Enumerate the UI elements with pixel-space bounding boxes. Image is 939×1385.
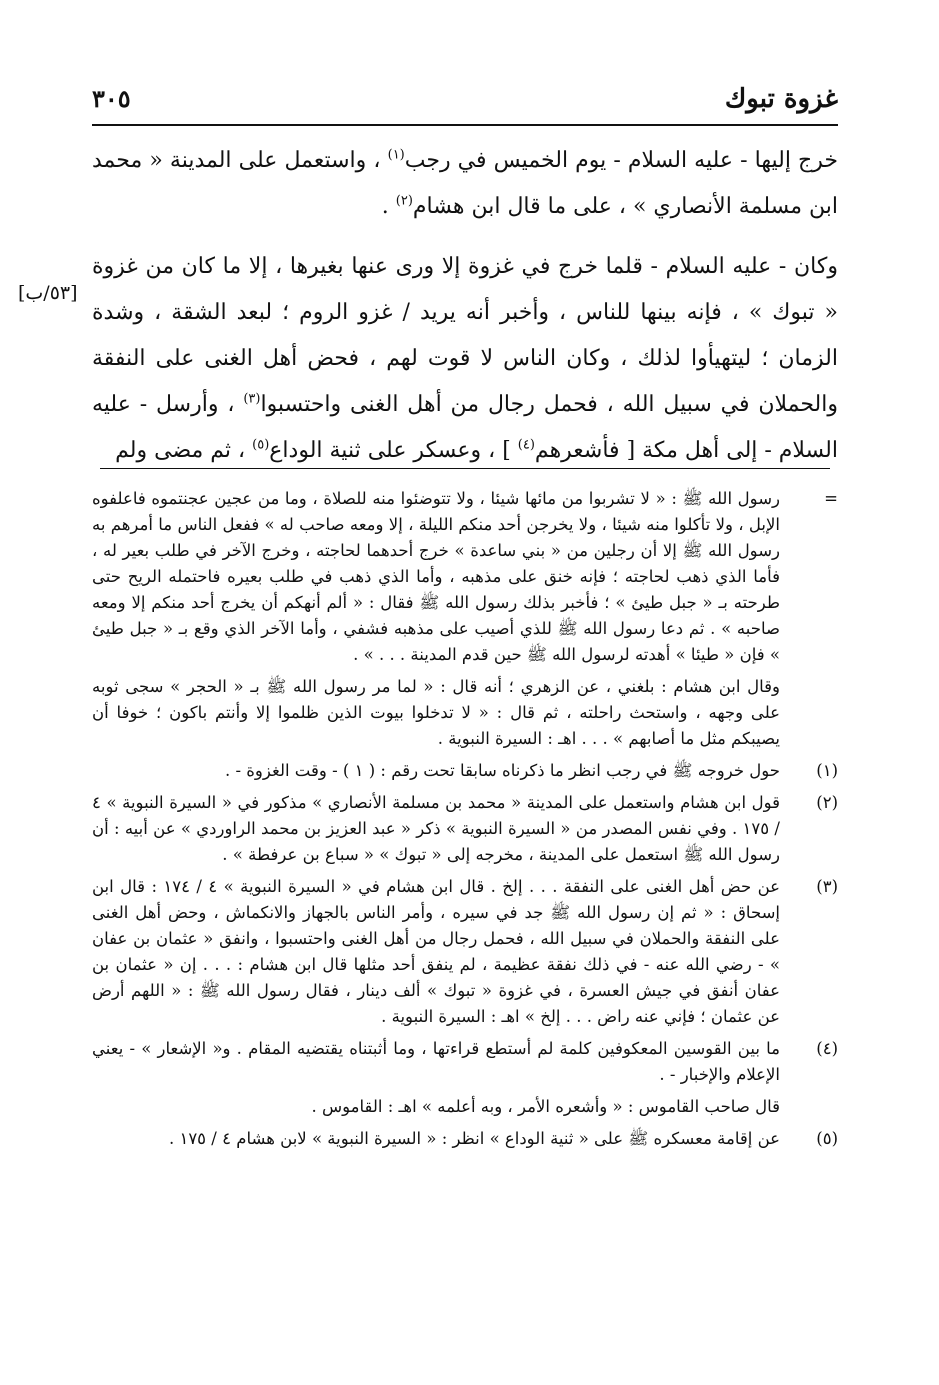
footnote-5 xyxy=(92,1126,838,1152)
footnote-text: ما بين القوسين المعكوفين كلمة لم أستطع قراءتها ، وما أثبتناه يقتضيه المقام . و« الإشعار » - يعني الإعلام والإخبار - . xyxy=(92,1039,780,1084)
header-rule xyxy=(92,124,838,126)
footnote-ref[interactable]: (٣) xyxy=(243,391,261,407)
footnote-ref[interactable]: (٥) xyxy=(252,437,270,453)
footnote-text: رسول الله ﷺ : « لا تشربوا من مائها شيئا ، ولا تتوضئوا منه للصلاة ، وما من عجين عجنتموه فاعلفوه الإبل ، ولا تأكلوا منه شيئا ، ولا يخرجن أحد منكم الليلة ، إلا ومعه صاحب له » ففعل الناس ما أمرهم به رسول الله ﷺ إلا أن رجلين من « بني ساعدة » خرج أحدهما لحاجته ، وخرج الآخر في طلب بعير له ، فأما الذي ذهب لحاجته ؛ فإنه خنق على مذهبه ، وأما الذي ذهب في طلب بعيره فاحتمله الريح حتى طرحته بـ « جبل طيئ » ؛ فأخبر بذلك رسول الله ﷺ فقال : « ألم أنهكم أن يخرج أحد منكم إلا ومعه صاحبه » . ثم دعا رسول الله ﷺ للذي أصيب على مذهبه فشفي ، وأما الآخر الذي وقع بـ « جبل طيئ » فإن « طيئا » أهدته لرسول الله ﷺ حين قدم المدينة . . . » . xyxy=(92,489,780,664)
paragraph-1 xyxy=(92,138,838,230)
footnote-1 xyxy=(92,758,838,784)
text-run: وكان - عليه السلام - قلما خرج في غزوة إلا ورى عنها بغيرها ، إلا ما كان من غزوة « تبوك » ، فإنه بينها للناس ، وأخبر أنه يريد / غزو الروم ؛ لبعد الشقة ، وشدة الزمان ؛ ليتهيأوا لذلك ، وكان الناس لا قوت لهم ، فحض أهل الغنى على النفقة والحملان في سبيل الله ، فحمل رجال من أهل الغنى واحتسبوا xyxy=(92,254,838,417)
footnote-2 xyxy=(92,790,838,868)
footnote-text: وقال ابن هشام : بلغني ، عن الزهري ؛ أنه قال : « لما مر رسول الله ﷺ بـ « الحجر » سجى ثوبه على وجهه ، واستحث راحلته ، ثم قال : « لا تدخلوا بيوت الذين ظلموا إلا وأنتم باكون ؛ خوفا أن يصيبكم مثل ما أصابهم » . . . اهـ : السيرة النبوية . xyxy=(92,677,780,748)
footnote-ref[interactable]: (٢) xyxy=(395,193,413,209)
footnote-number: (٣) xyxy=(816,877,838,896)
footnote-number: = xyxy=(824,489,838,508)
paragraph-2 xyxy=(92,244,838,474)
main-text xyxy=(92,138,838,474)
text-run: ] ، وعسكر على ثنية الوداع xyxy=(269,438,511,463)
footnote-4 xyxy=(92,1036,838,1120)
footnote-text: عن حض أهل الغنى على النفقة . . . إلخ . قال ابن هشام في « السيرة النبوية » ٤ / ١٧٤ : قال ابن إسحاق : « ثم إن رسول الله ﷺ جد في سيره ، وأمر الناس بالجهاز والانكماش ، وحض أهل الغنى على النفقة والحملان في سبيل الله ، فحمل رجال من أهل الغنى واحتسبوا ، وانفق « عثمان بن عفان » - رضي الله عنه - في ذلك نفقة عظيمة ، لم ينفق أحد مثلها قال ابن هشام : . . . إن « عثمان بن عفان أنفق في جيش العسرة ، في غزوة « تبوك » ألف دينار ، فقال رسول الله ﷺ : « اللهم أرض عن عثمان ؛ فإني عنه راض . . . إلخ » اهـ : السيرة النبوية . xyxy=(92,877,780,1026)
footnote-ref[interactable]: (١) xyxy=(387,147,405,163)
footnote-number: (١) xyxy=(816,761,838,780)
footnote-text: قال صاحب القاموس : « وأشعره الأمر ، وبه أعلمه » اهـ : القاموس . xyxy=(311,1097,780,1116)
running-header xyxy=(92,84,838,124)
footnote-number: (٢) xyxy=(816,793,838,812)
text-run: ، ثم مضى ولم xyxy=(115,438,246,463)
page-number: ٣٠٥ xyxy=(92,84,131,113)
footnote-text: عن إقامة معسكره ﷺ على « ثنية الوداع » انظر : « السيرة النبوية » لابن هشام ٤ / ١٧٥ . xyxy=(168,1129,780,1148)
footnotes xyxy=(92,486,838,1158)
footnote-3 xyxy=(92,874,838,1030)
footnote-text: قول ابن هشام واستعمل على المدينة « محمد بن مسلمة الأنصاري » مذكور في « السيرة النبوية » ٤ / ١٧٥ . وفي نفس المصدر من « السيرة النبوية » ذكر « عبد العزيز بن محمد الراوردي » عن أبيه : أن رسول الله ﷺ استعمل على المدينة ، مخرجه إلى « تبوك » « سباع بن عرفطة » . xyxy=(92,793,780,864)
footnote-continued xyxy=(92,486,838,752)
footnote-number: (٥) xyxy=(816,1129,838,1148)
footnote-number: (٤) xyxy=(816,1039,838,1058)
footnote-separator xyxy=(100,468,830,469)
text-run: . xyxy=(381,194,389,219)
text-run: ، وأرسل - عليه السلام - إلى أهل مكة [ فأشعرهم xyxy=(92,392,838,463)
text-run: ، واستعمل على المدينة « محمد ابن مسلمة الأنصاري » ، على ما قال ابن هشام xyxy=(92,148,838,219)
footnote-ref[interactable]: (٤) xyxy=(517,437,535,453)
text-run: خرج إليها - عليه السلام - يوم الخميس في رجب xyxy=(404,148,838,173)
manuscript-folio-marker: [٥٣/ب] xyxy=(18,282,78,304)
footnote-text: حول خروجه ﷺ في رجب انظر ما ذكرناه سابقا تحت رقم : ( ١ ) - وقت الغزوة - . xyxy=(224,761,780,780)
chapter-title: غزوة تبوك xyxy=(724,84,838,114)
